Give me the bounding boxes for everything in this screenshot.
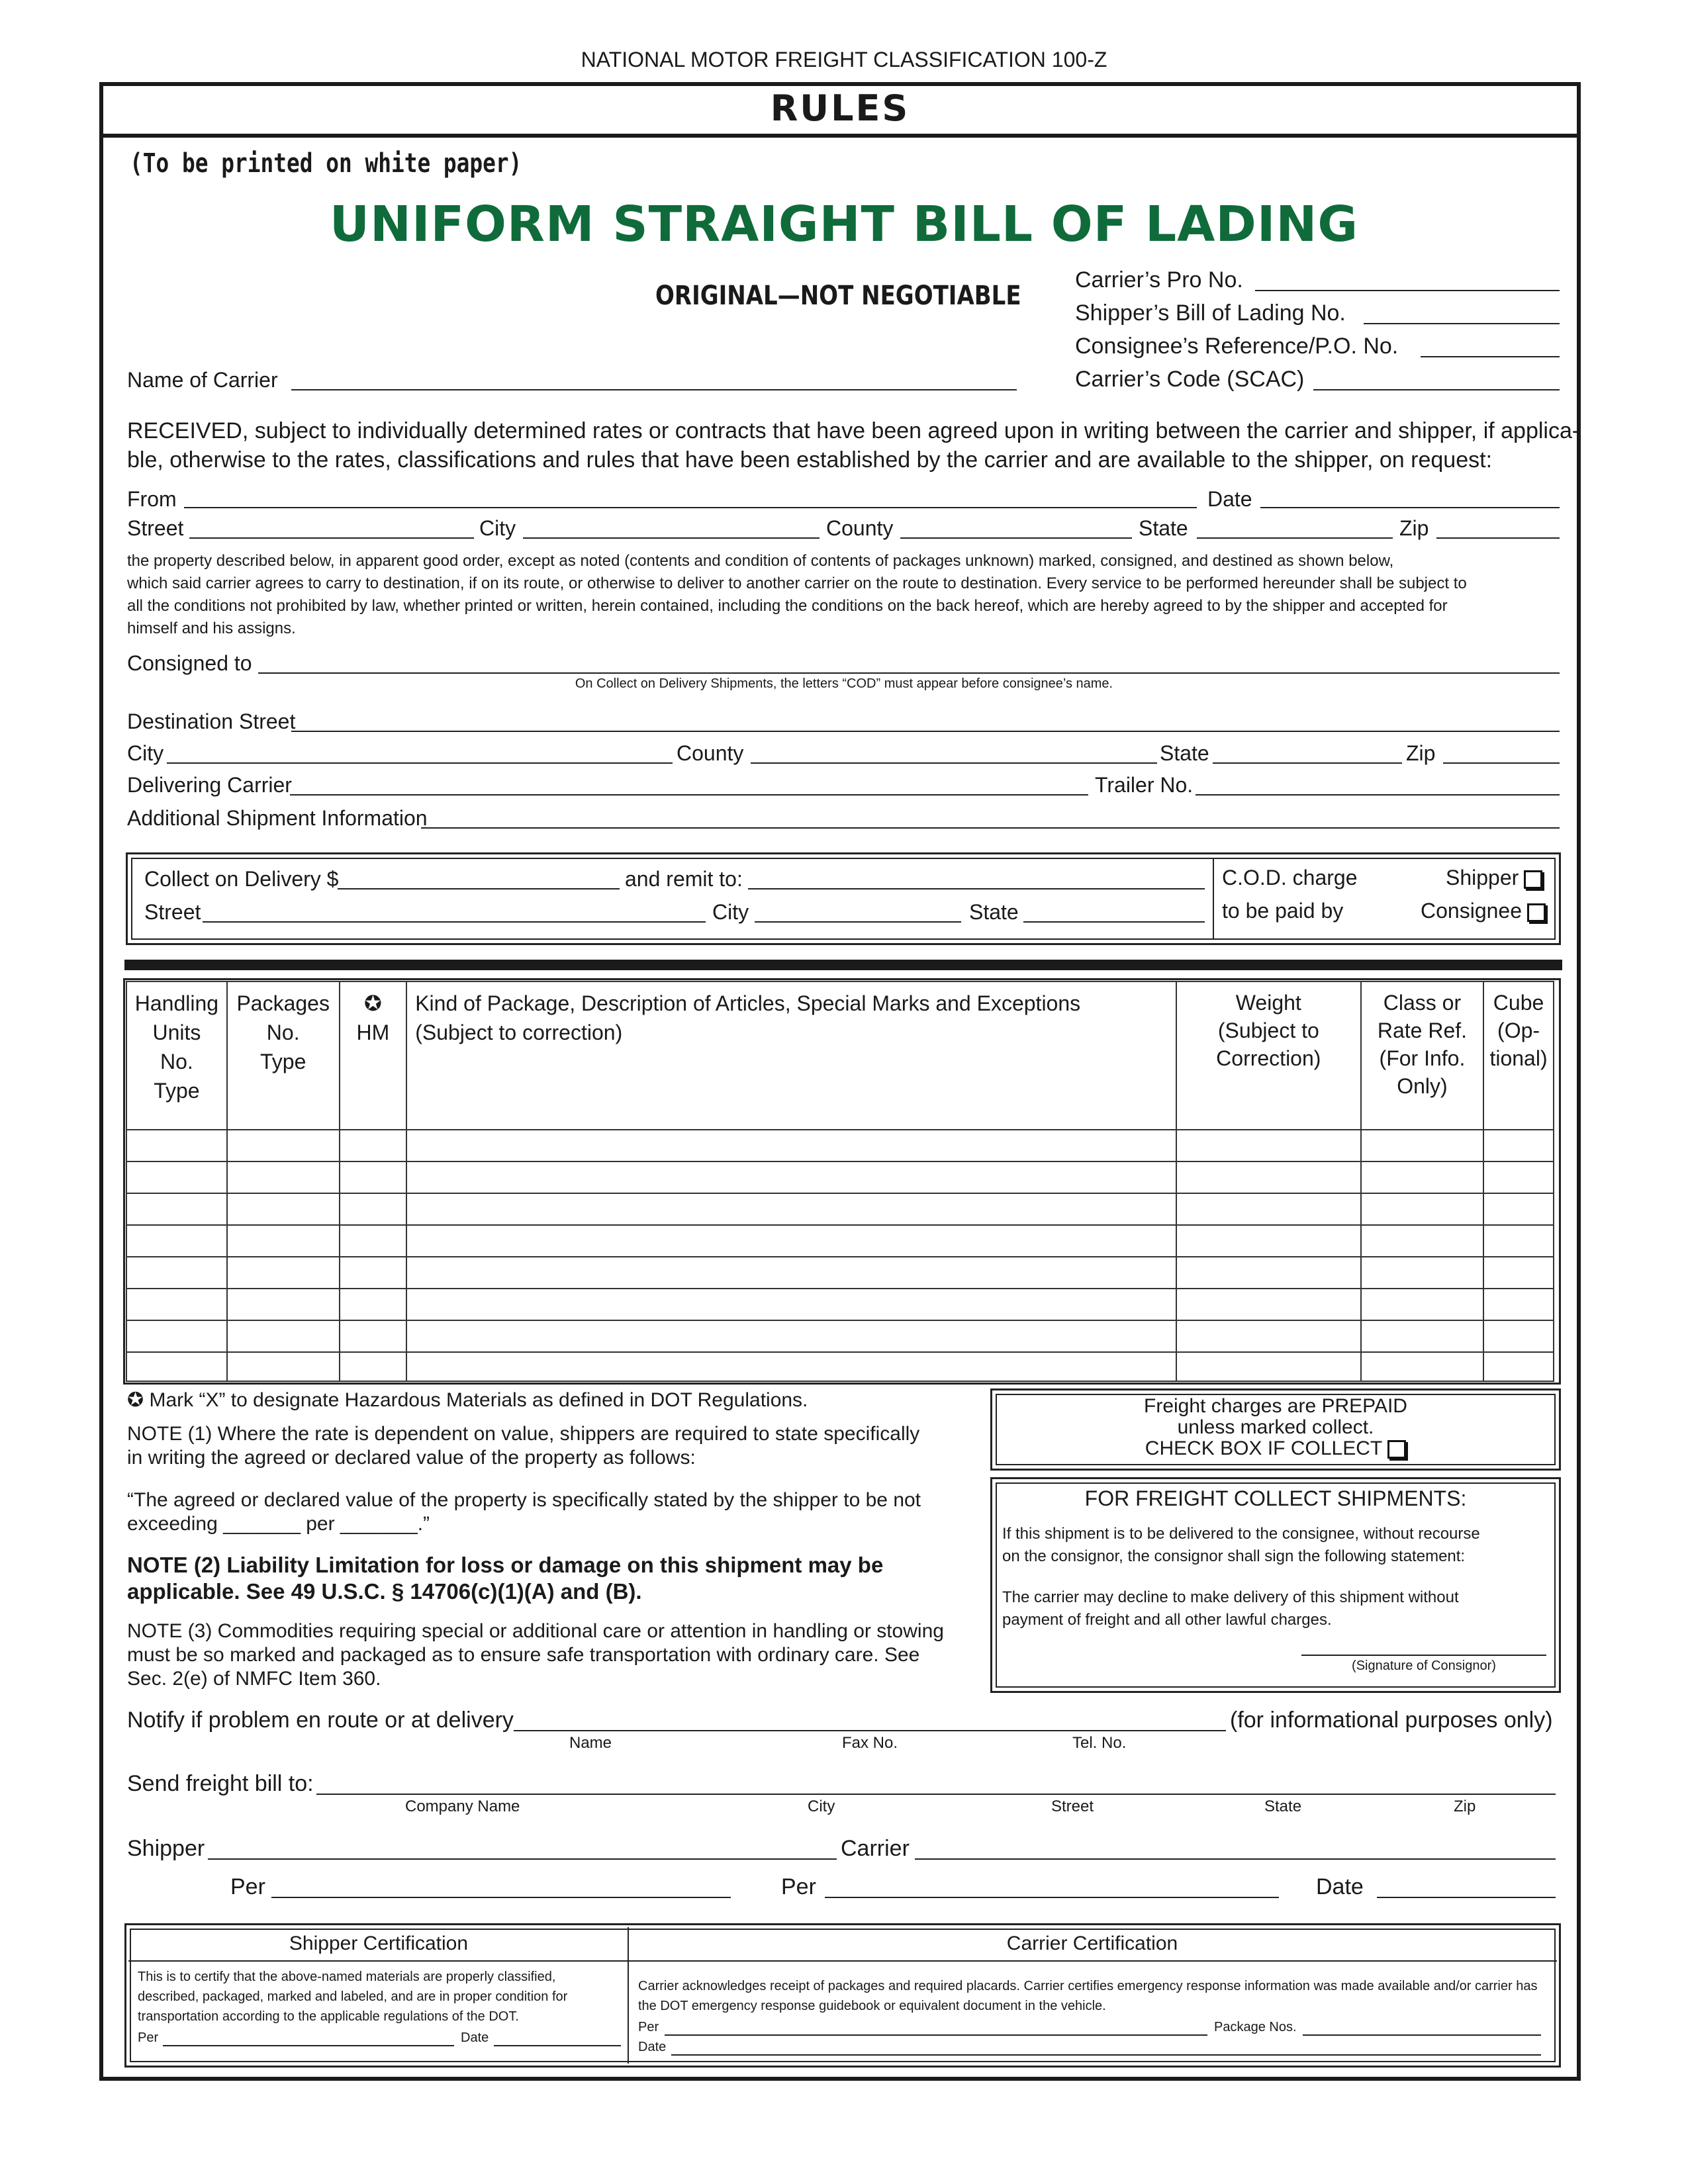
- note1-line2: in writing the agreed or declared value of the property as follows:: [127, 1447, 696, 1469]
- property-text-4: himself and his assigns.: [127, 619, 296, 637]
- cod-consignee-label: Consignee: [1421, 899, 1522, 923]
- rules-title: RULES: [770, 87, 910, 129]
- additional-info-label: Additional Shipment Information: [127, 806, 428, 830]
- carrier-cert-per-label: Per: [638, 2020, 659, 2034]
- collect-text2-line2: payment of freight and all other lawful charges.: [1002, 1611, 1332, 1629]
- send-bill-field[interactable]: [316, 1794, 1556, 1795]
- col-weight: Weight (Subject to Correction): [1176, 981, 1361, 1130]
- note2-line1: NOTE (2) Liability Limitation for loss or damage on this shipment may be: [127, 1553, 884, 1577]
- cod-shipper-label: Shipper: [1446, 866, 1519, 889]
- dest-state-field[interactable]: [1213, 762, 1402, 764]
- cargo-row[interactable]: [126, 1320, 1554, 1352]
- notify-label: Notify if problem en route or at delivery: [127, 1707, 514, 1733]
- form-subtitle: ORIGINAL—NOT NEGOTIABLE: [655, 281, 1021, 311]
- additional-info-field[interactable]: [421, 827, 1560, 829]
- classification-header: NATIONAL MOTOR FREIGHT CLASSIFICATION 100-Z: [581, 48, 1107, 71]
- carrier-name-label: Name of Carrier: [127, 368, 278, 392]
- notify-suffix: (for informational purposes only): [1230, 1707, 1553, 1733]
- cod-street-field[interactable]: [203, 921, 706, 923]
- col-cube: Cube (Op- tional): [1483, 981, 1554, 1130]
- notify-fax-label: Fax No.: [842, 1734, 898, 1752]
- received-text-2: ble, otherwise to the rates, classifications and rules that have been established by the carrier and are available to the shipper, on request:: [127, 447, 1493, 473]
- zip-label: Zip: [1399, 516, 1429, 540]
- consigned-to-field[interactable]: [258, 672, 1560, 674]
- shipper-cert-text: This is to certify that the above-named materials are properly classified, described, packaged, marked and labeled, and are in proper condition for transportation according to the applicable regulations of the DOT.: [138, 1970, 568, 2024]
- date-field[interactable]: [1260, 507, 1560, 508]
- county-field[interactable]: [900, 537, 1132, 539]
- carrier-cert-packages-field[interactable]: [1303, 2034, 1541, 2036]
- carrier-name-field[interactable]: [291, 389, 1017, 390]
- cargo-row[interactable]: [126, 1257, 1554, 1289]
- cod-consignee-checkbox[interactable]: [1527, 903, 1546, 922]
- city-label: City: [479, 516, 516, 540]
- carrier-pro-label: Carrier’s Pro No.: [1075, 267, 1243, 293]
- carrier-pro-field[interactable]: [1255, 290, 1560, 291]
- zip-field[interactable]: [1436, 537, 1560, 539]
- cargo-row[interactable]: [126, 1352, 1554, 1381]
- agreed-line1: “The agreed or declared value of the property is specifically stated by the shipper to be not: [127, 1489, 921, 1511]
- sign-date-label: Date: [1316, 1874, 1364, 1899]
- collect-text1-line1: If this shipment is to be delivered to the consignee, without recourse: [1002, 1525, 1480, 1543]
- cod-note: On Collect on Delivery Shipments, the letters “COD” must appear before consignee’s name.: [575, 676, 1113, 691]
- print-note: (To be printed on white paper): [130, 148, 522, 179]
- delivering-carrier-label: Delivering Carrier: [127, 773, 292, 797]
- shipper-cert-date-label: Date: [461, 2030, 489, 2045]
- received-text-1: RECEIVED, subject to individually determined rates or contracts that have been agreed upon in writing between the carrier and shipper, if applica-: [127, 418, 1580, 443]
- cargo-row[interactable]: [126, 1193, 1554, 1225]
- cod-street-label: Street: [144, 900, 201, 924]
- send-bill-label: Send freight bill to:: [127, 1771, 314, 1796]
- shipper-cert-title: Shipper Certification: [289, 1933, 469, 1954]
- cod-charge-label-2: to be paid by: [1222, 899, 1344, 923]
- shipper-bol-field[interactable]: [1364, 323, 1560, 324]
- dest-zip-label: Zip: [1406, 741, 1436, 765]
- carrier-per-field[interactable]: [825, 1897, 1279, 1898]
- destination-street-label: Destination Street: [127, 709, 296, 733]
- cod-city-field[interactable]: [755, 921, 961, 923]
- collect-checkbox[interactable]: [1387, 1440, 1406, 1459]
- prepaid-line2: unless marked collect.: [1177, 1416, 1374, 1438]
- prepaid-line3[interactable]: [990, 1437, 1561, 1460]
- shipper-per-field[interactable]: [271, 1897, 731, 1898]
- carrier-cert-text: Carrier acknowledges receipt of packages and required placards. Carrier certifies emergency response information was made available and/or carrier has the DOT emergency response guidebook or equivalent document in the vehicle.: [638, 1979, 1538, 2013]
- dest-county-label: County: [677, 741, 744, 765]
- note2-line2: applicable. See 49 U.S.C. § 14706(c)(1)(A) and (B).: [127, 1579, 642, 1604]
- hazmat-star-icon: ✪: [363, 991, 382, 1015]
- rules-bar: [99, 82, 1581, 138]
- state-field[interactable]: [1197, 537, 1393, 539]
- date-label: Date: [1207, 487, 1252, 511]
- shipper-per-label: Per: [230, 1874, 265, 1899]
- cod-remit-label: and remit to:: [625, 867, 743, 891]
- carrier-cert-per-field[interactable]: [665, 2034, 1207, 2036]
- cod-remit-field[interactable]: [748, 888, 1205, 889]
- trailer-no-field[interactable]: [1196, 794, 1560, 796]
- city-field[interactable]: [523, 537, 820, 539]
- notify-tel-label: Tel. No.: [1072, 1734, 1127, 1752]
- property-text-3: all the conditions not prohibited by law, whether printed or written, herein contained, including the conditions on the back hereof, which are hereby agreed to by the shipper and accepted for: [127, 597, 1448, 615]
- note1-line1: NOTE (1) Where the rate is dependent on value, shippers are required to state specifically: [127, 1423, 920, 1445]
- shipper-cert-per-label: Per: [138, 2030, 159, 2045]
- cargo-row[interactable]: [126, 1289, 1554, 1320]
- cargo-row[interactable]: [126, 1130, 1554, 1161]
- cod-amount-field[interactable]: [338, 888, 620, 889]
- col-class: Class or Rate Ref. (For Info. Only): [1361, 981, 1483, 1130]
- col-handling-units: Handling Units No. Type: [126, 981, 227, 1130]
- cargo-table: [126, 981, 1554, 1382]
- carrier-sign-label: Carrier: [841, 1836, 910, 1861]
- shipper-bol-label: Shipper’s Bill of Lading No.: [1075, 300, 1346, 326]
- send-bill-street-label: Street: [1051, 1797, 1094, 1815]
- cargo-header-row: [126, 981, 1554, 1130]
- send-bill-state-label: State: [1264, 1797, 1302, 1815]
- cod-city-label: City: [712, 900, 749, 924]
- notify-field[interactable]: [514, 1730, 1226, 1731]
- col-description: Kind of Package, Description of Articles, Special Marks and Exceptions (Subject to correction): [406, 981, 1176, 1130]
- dest-county-field[interactable]: [751, 762, 1157, 764]
- shipper-sign-field[interactable]: [208, 1858, 837, 1860]
- carrier-cert-date-label: Date: [638, 2040, 667, 2054]
- shipper-cert-per-field[interactable]: [163, 2045, 454, 2046]
- cod-shipper-option[interactable]: [1446, 866, 1542, 890]
- collect-text2-line1: The carrier may decline to make delivery of this shipment without: [1002, 1588, 1459, 1606]
- county-label: County: [826, 516, 894, 540]
- street-field[interactable]: [189, 537, 474, 539]
- send-bill-company-label: Company Name: [405, 1797, 520, 1815]
- cargo-row[interactable]: [126, 1161, 1554, 1193]
- note3-line1: NOTE (3) Commodities requiring special or additional care or attention in handling or stowing: [127, 1620, 944, 1642]
- freight-collect-title: FOR FREIGHT COLLECT SHIPMENTS:: [1084, 1486, 1467, 1510]
- consignee-ref-field[interactable]: [1421, 356, 1560, 357]
- carrier-cert-packages-label: Package Nos.: [1214, 2020, 1297, 2034]
- trailer-no-label: Trailer No.: [1095, 773, 1194, 797]
- dest-city-field[interactable]: [167, 762, 673, 764]
- section-divider: [124, 960, 1562, 970]
- consigned-to-label: Consigned to: [127, 651, 252, 675]
- certification-header-line: [128, 1960, 1557, 1962]
- sign-date-field[interactable]: [1377, 1897, 1556, 1898]
- delivering-carrier-field[interactable]: [290, 794, 1088, 796]
- carrier-cert-date-field[interactable]: [671, 2054, 1541, 2056]
- from-label: From: [127, 487, 177, 511]
- state-label: State: [1139, 516, 1188, 540]
- prepaid-line1: Freight charges are PREPAID: [1144, 1395, 1407, 1417]
- note3-line3: Sec. 2(e) of NMFC Item 360.: [127, 1668, 381, 1690]
- shipper-cert-date-field[interactable]: [494, 2045, 621, 2046]
- cod-state-label: State: [969, 900, 1019, 924]
- send-bill-zip-label: Zip: [1454, 1797, 1476, 1815]
- street-label: Street: [127, 516, 184, 540]
- destination-street-field[interactable]: [291, 731, 1560, 732]
- cod-consignee-option[interactable]: [1421, 899, 1546, 923]
- col-hm: ✪ HM: [340, 981, 407, 1130]
- notify-name-label: Name: [569, 1734, 612, 1752]
- property-text-2: which said carrier agrees to carry to destination, if on its route, or otherwise to deliver to another carrier on the route to destination. Every service to be performed hereunder shall be subject to: [127, 574, 1467, 592]
- form-title: UNIFORM STRAIGHT BILL OF LADING: [329, 196, 1359, 253]
- carrier-code-field[interactable]: [1313, 389, 1560, 390]
- dest-state-label: State: [1160, 741, 1209, 765]
- consignee-ref-label: Consignee’s Reference/P.O. No.: [1075, 334, 1399, 359]
- cod-state-field[interactable]: [1023, 921, 1205, 923]
- consignor-signature-label: (Signature of Consignor): [1352, 1659, 1496, 1673]
- cod-charge-label-1: C.O.D. charge: [1222, 866, 1358, 889]
- cod-divider: [1213, 858, 1214, 940]
- col-packages: Packages No. Type: [227, 981, 340, 1130]
- prepaid-collect-label: CHECK BOX IF COLLECT: [1145, 1437, 1383, 1459]
- cod-collect-label: Collect on Delivery $: [144, 867, 339, 891]
- from-field[interactable]: [184, 507, 1197, 508]
- carrier-per-label: Per: [781, 1874, 816, 1899]
- consignor-signature-field[interactable]: [1301, 1655, 1546, 1656]
- note3-line2: must be so marked and packaged as to ensure safe transportation with ordinary care. See: [127, 1644, 920, 1666]
- agreed-line2: exceeding _______ per _______.”: [127, 1513, 430, 1535]
- carrier-cert-title: Carrier Certification: [1006, 1933, 1178, 1954]
- dest-zip-field[interactable]: [1443, 762, 1560, 764]
- shipper-sign-label: Shipper: [127, 1836, 205, 1861]
- cod-shipper-checkbox[interactable]: [1524, 870, 1542, 889]
- dest-city-label: City: [127, 741, 164, 765]
- carrier-sign-field[interactable]: [915, 1858, 1556, 1860]
- send-bill-city-label: City: [808, 1797, 835, 1815]
- hm-note: ✪ Mark “X” to designate Hazardous Materials as defined in DOT Regulations.: [127, 1389, 808, 1411]
- property-text-1: the property described below, in apparent good order, except as noted (contents and condition of contents of packages unknown) marked, consigned, and destined as shown below,: [127, 552, 1394, 570]
- cargo-row[interactable]: [126, 1225, 1554, 1257]
- collect-text1-line2: on the consignor, the consignor shall sign the following statement:: [1002, 1547, 1466, 1565]
- carrier-code-label: Carrier’s Code (SCAC): [1075, 367, 1305, 392]
